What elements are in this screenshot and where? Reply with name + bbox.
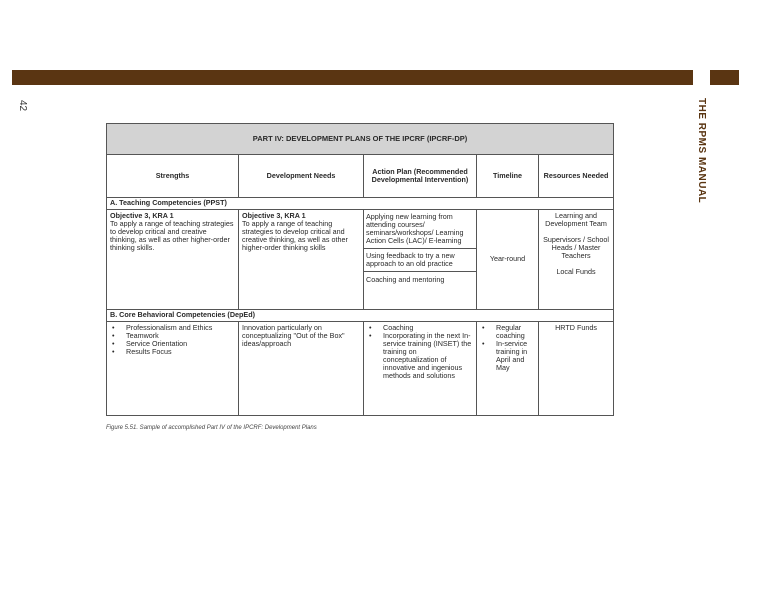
list-item: • Results Focus xyxy=(110,348,235,356)
section-a-label: A. Teaching Competencies (PPST) xyxy=(107,198,614,210)
section-b-needs: Innovation particularly on conceptualizing "Out of the Box" ideas/approach xyxy=(239,322,364,416)
manual-title: THE RPMS MANUAL xyxy=(696,98,707,204)
section-b-timeline xyxy=(477,322,539,416)
section-a-resources xyxy=(539,210,614,310)
action-item: Applying new learning from attending courses/ seminars/workshops/ Learning Action Cells (LAC)/ E-learning xyxy=(364,212,476,249)
table-title: PART IV: DEVELOPMENT PLANS OF THE IPCRF (IPCRF-DP) xyxy=(107,124,614,155)
section-b-resources: HRTD Funds xyxy=(539,322,614,416)
list-item: • Teamwork xyxy=(110,332,235,340)
section-b-actions xyxy=(364,322,477,416)
header-band xyxy=(12,70,693,85)
section-b-label: B. Core Behavioral Competencies (DepEd) xyxy=(107,310,614,322)
list-item: • Service Orientation xyxy=(110,340,235,348)
strengths-objective: Objective 3, KRA 1 xyxy=(110,211,174,220)
action-item: Using feedback to try a new approach to an old practice xyxy=(364,249,476,272)
resource-item: Learning and Development Team xyxy=(545,211,607,229)
needs-text: To apply a range of teaching strategies to develop critical and creative thinking, as well as other higher-order thinking skills xyxy=(242,219,348,253)
needs-objective: Objective 3, KRA 1 xyxy=(242,211,306,220)
section-a-actions xyxy=(364,210,477,310)
resource-item: Local Funds xyxy=(556,267,596,277)
action-item: Coaching and mentoring xyxy=(366,275,445,285)
section-a-timeline: Year-round xyxy=(477,210,539,310)
header-band-side xyxy=(710,70,739,85)
figure-caption: Figure 5.51. Sample of accomplished Part IV of the IPCRF: Development Plans xyxy=(106,425,317,431)
development-plan-table xyxy=(106,123,614,416)
strengths-text: To apply a range of teaching strategies to develop critical and creative thinking, as well as other higher-order thinking skills. xyxy=(110,219,234,253)
section-b-strengths xyxy=(107,322,239,416)
header-strengths: Strengths xyxy=(107,155,239,198)
list-item: • Regular coaching xyxy=(480,324,535,340)
list-item: • Professionalism and Ethics xyxy=(110,324,235,332)
header-needs: Development Needs xyxy=(239,155,364,198)
resource-item: Supervisors / School Heads / Master Teachers xyxy=(543,235,609,261)
section-a-strengths xyxy=(107,210,239,310)
header-action-plan: Action Plan (Recommended Developmental Intervention) xyxy=(364,155,477,198)
page-number: 42 xyxy=(17,100,28,112)
list-item: • In-service training in April and May xyxy=(480,340,535,372)
list-item: • Incorporating in the next In-service training (INSET) the training on conceptualization of innovative and ingenious methods and solutions xyxy=(367,332,473,380)
list-item: • Coaching xyxy=(367,324,473,332)
section-a-needs xyxy=(239,210,364,310)
header-resources: Resources Needed xyxy=(539,155,614,198)
header-timeline: Timeline xyxy=(477,155,539,198)
